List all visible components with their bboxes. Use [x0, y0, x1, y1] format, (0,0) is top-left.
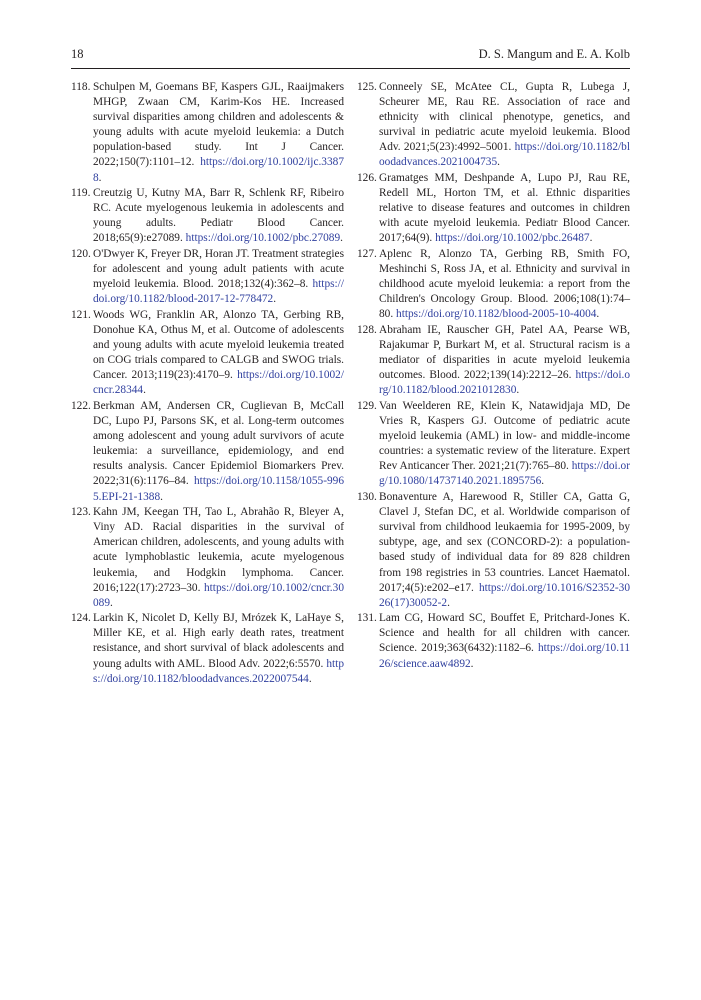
reference-tail: .: [497, 156, 500, 169]
reference-doi-link[interactable]: https://doi.org/10.1016/S2352-3026(17)30052-2: [379, 581, 630, 609]
reference-doi-link[interactable]: https://doi.org/10.1002/pbc.27089: [185, 232, 341, 245]
reference-tail: .: [596, 308, 600, 321]
running-head: D. S. Mangum and E. A. Kolb: [478, 47, 630, 61]
reference-number: 122.: [71, 399, 91, 412]
reference-doi-link[interactable]: https://doi.org/10.1158/1055-9965.EPI-21-1388: [93, 475, 344, 503]
reference-item: [71, 505, 344, 611]
reference-text: Abraham IE, Rauscher GH, Patel AA, Pearse WB, Rajakumar P, Burkart M, et al. Structural racism is a mediator of disparities in acute myeloid leukemia outcomes. Blood. 2022;139(14):2212–26.: [379, 324, 630, 382]
reference-text: Lam CG, Howard SC, Bouffet E, Pritchard-Jones K. Science and health for all children with cancer. Science. 2019;363(6432):1182–6.: [379, 612, 630, 655]
reference-text: O'Dwyer K, Freyer DR, Horan JT. Treatment strategies for adolescent and young adult patients with acute myeloid leukemia. Blood. 2018;132(4):362–8.: [93, 248, 344, 291]
reference-text: Conneely SE, McAtee CL, Gupta R, Lubega J, Scheurer ME, Rau RE. Association of race and ethnicity with clinical phenotype, genetics, and survival in pediatric acute myeloid leukemia. Blood Adv. 2021;5(23):4992–5001.: [379, 81, 630, 154]
reference-number: 125.: [357, 81, 377, 93]
reference-tail: .: [541, 475, 545, 488]
page-number: 18: [71, 47, 84, 61]
reference-item: [357, 323, 630, 398]
reference-text: Bonaventure A, Harewood R, Stiller CA, Gatta G, Clavel J, Stefan DC, et al. Worldwide comparison of survival from childhood leukaemia for 1995-2009, by subtype, age, and sex (CONCORD-2): a population-based study of individual data for 89 828 children from 198 registries in 53 countries. Lancet Haematol. 2017;4(5):e202–e17.: [379, 491, 630, 594]
reference-number: 130.: [357, 491, 377, 504]
reference-doi-link[interactable]: https://doi.org/10.1002/pbc.26487: [435, 232, 590, 245]
reference-tail: .: [273, 293, 277, 306]
reference-tail: .: [308, 672, 312, 685]
reference-doi-link[interactable]: https://doi.org/10.1002/cncr.28344: [93, 369, 344, 397]
reference-doi-link[interactable]: https://doi.org/10.1182/bloodadvances.2022007544: [93, 657, 344, 685]
reference-item: [357, 171, 630, 246]
reference-text: Berkman AM, Andersen CR, Cuglievan B, McCall DC, Lupo PJ, Parsons SK, et al. Long-term outcomes among adolescent and young adult survivors of acute leukemia: a surveillance, epidemiology, and end results analysis. Cancer Epidemiol Biomarkers Prev. 2022;31(6):1176–84.: [93, 399, 344, 488]
reference-item: [71, 399, 344, 505]
reference-doi-link[interactable]: https://doi.org/10.1080/14737140.2021.1895756: [379, 460, 630, 488]
reference-doi-link[interactable]: https://doi.org/10.1002/ijc.33878: [93, 156, 344, 184]
reference-tail: .: [160, 490, 163, 503]
reference-tail: .: [340, 232, 343, 245]
reference-text: Kahn JM, Keegan TH, Tao L, Abrahão R, Bleyer A, Viny AD. Racial disparities in the survival of American children, adolescents, and young adults with acute lymphoblastic leukemia, acute myelogenous leukemia, and Hodgkin lymphoma. Cancer. 2016;122(17):2723–30.: [93, 506, 344, 594]
reference-number: 120.: [71, 248, 91, 261]
reference-tail: .: [98, 171, 102, 184]
reference-doi-link[interactable]: https://doi.org/10.1182/blood-2017-12-778472: [93, 278, 344, 306]
reference-text: Van Weelderen RE, Klein K, Natawidjaja MD, De Vries R, Kaspers GJ. Outcome of pediatric acute myeloid leukemia (AML) in low- and middle-income countries: a systematic review of the literature. Expert Rev Anticancer Ther. 2021;21(7):765–80.: [379, 399, 630, 473]
reference-number: 131.: [357, 612, 377, 625]
reference-tail: .: [589, 232, 593, 245]
reference-number: 128.: [357, 324, 377, 336]
reference-number: 121.: [71, 308, 91, 321]
reference-number: 129.: [357, 399, 377, 412]
references-left-column: [71, 80, 344, 687]
reference-tail: .: [447, 596, 450, 609]
reference-doi-link[interactable]: https://doi.org/10.1126/science.aaw4892: [379, 642, 630, 670]
reference-number: 127.: [357, 248, 377, 261]
header-rule: [71, 68, 630, 69]
reference-text: Schulpen M, Goemans BF, Kaspers GJL, Raaijmakers MHGP, Zwaan CM, Karim-Kos HE. Increased survival disparities among children and adolescents & young adults with acute myeloid leukemia: a Dutch population-based study. Int J Cancer. 2022;150(7):1101–12.: [93, 81, 344, 169]
reference-text: Aplenc R, Alonzo TA, Gerbing RB, Smith FO, Meshinchi S, Ross JA, et al. Ethnicity and survival in childhood acute myeloid leukemia: a report from the Children's Oncology Group. Blood. 2006;108(1):74–80.: [379, 248, 630, 321]
reference-item: [71, 80, 344, 186]
reference-doi-link[interactable]: https://doi.org/10.1182/blood-2005-10-4004: [396, 308, 597, 321]
reference-number: 119.: [71, 187, 91, 200]
reference-tail: .: [143, 384, 146, 397]
reference-tail: .: [516, 384, 520, 397]
reference-item: [71, 611, 344, 686]
reference-item: [357, 490, 630, 611]
reference-tail: .: [110, 596, 113, 609]
reference-number: 124.: [71, 612, 91, 625]
reference-number: 123.: [71, 506, 91, 519]
reference-item: [357, 399, 630, 490]
reference-text: Creutzig U, Kutny MA, Barr R, Schlenk RF, Ribeiro RC. Acute myelogenous leukemia in adolescents and young adults. Pediatr Blood Cancer. 2018;65(9):e27089.: [93, 187, 344, 245]
reference-text: Woods WG, Franklin AR, Alonzo TA, Gerbing RB, Donohue KA, Othus M, et al. Outcome of adolescents and young adults with acute myeloid leukemia treated on COG trials compared to CALGB and SWOG trials. Cancer. 2013;119(23):4170–9.: [93, 308, 344, 382]
reference-item: [71, 308, 344, 399]
reference-item: [357, 247, 630, 322]
reference-text: Larkin K, Nicolet D, Kelly BJ, Mrózek K, LaHaye S, Miller KE, et al. High early death rates, treatment resistance, and short survival of black adolescents and young adults with AML. Blood Adv. 2022;6:5570.: [93, 612, 344, 670]
reference-item: [71, 247, 344, 307]
reference-item: [71, 186, 344, 246]
reference-doi-link[interactable]: https://doi.org/10.1002/cncr.30089: [93, 581, 344, 609]
reference-tail: .: [470, 657, 474, 670]
reference-number: 118.: [71, 81, 91, 93]
references-right-column: [357, 80, 630, 672]
reference-number: 126.: [357, 172, 377, 185]
reference-text: Gramatges MM, Deshpande A, Lupo PJ, Rau RE, Redell ML, Horton TM, et al. Ethnic disparities relative to disease features and outcomes in children with acute myeloid leukemia. Pediatr Blood Cancer. 2017;64(9).: [379, 172, 630, 245]
reference-item: [357, 611, 630, 671]
reference-doi-link[interactable]: https://doi.org/10.1182/blood.2021012830: [379, 369, 630, 397]
reference-item: [357, 80, 630, 171]
reference-doi-link[interactable]: https://doi.org/10.1182/bloodadvances.2021004735: [379, 141, 630, 169]
